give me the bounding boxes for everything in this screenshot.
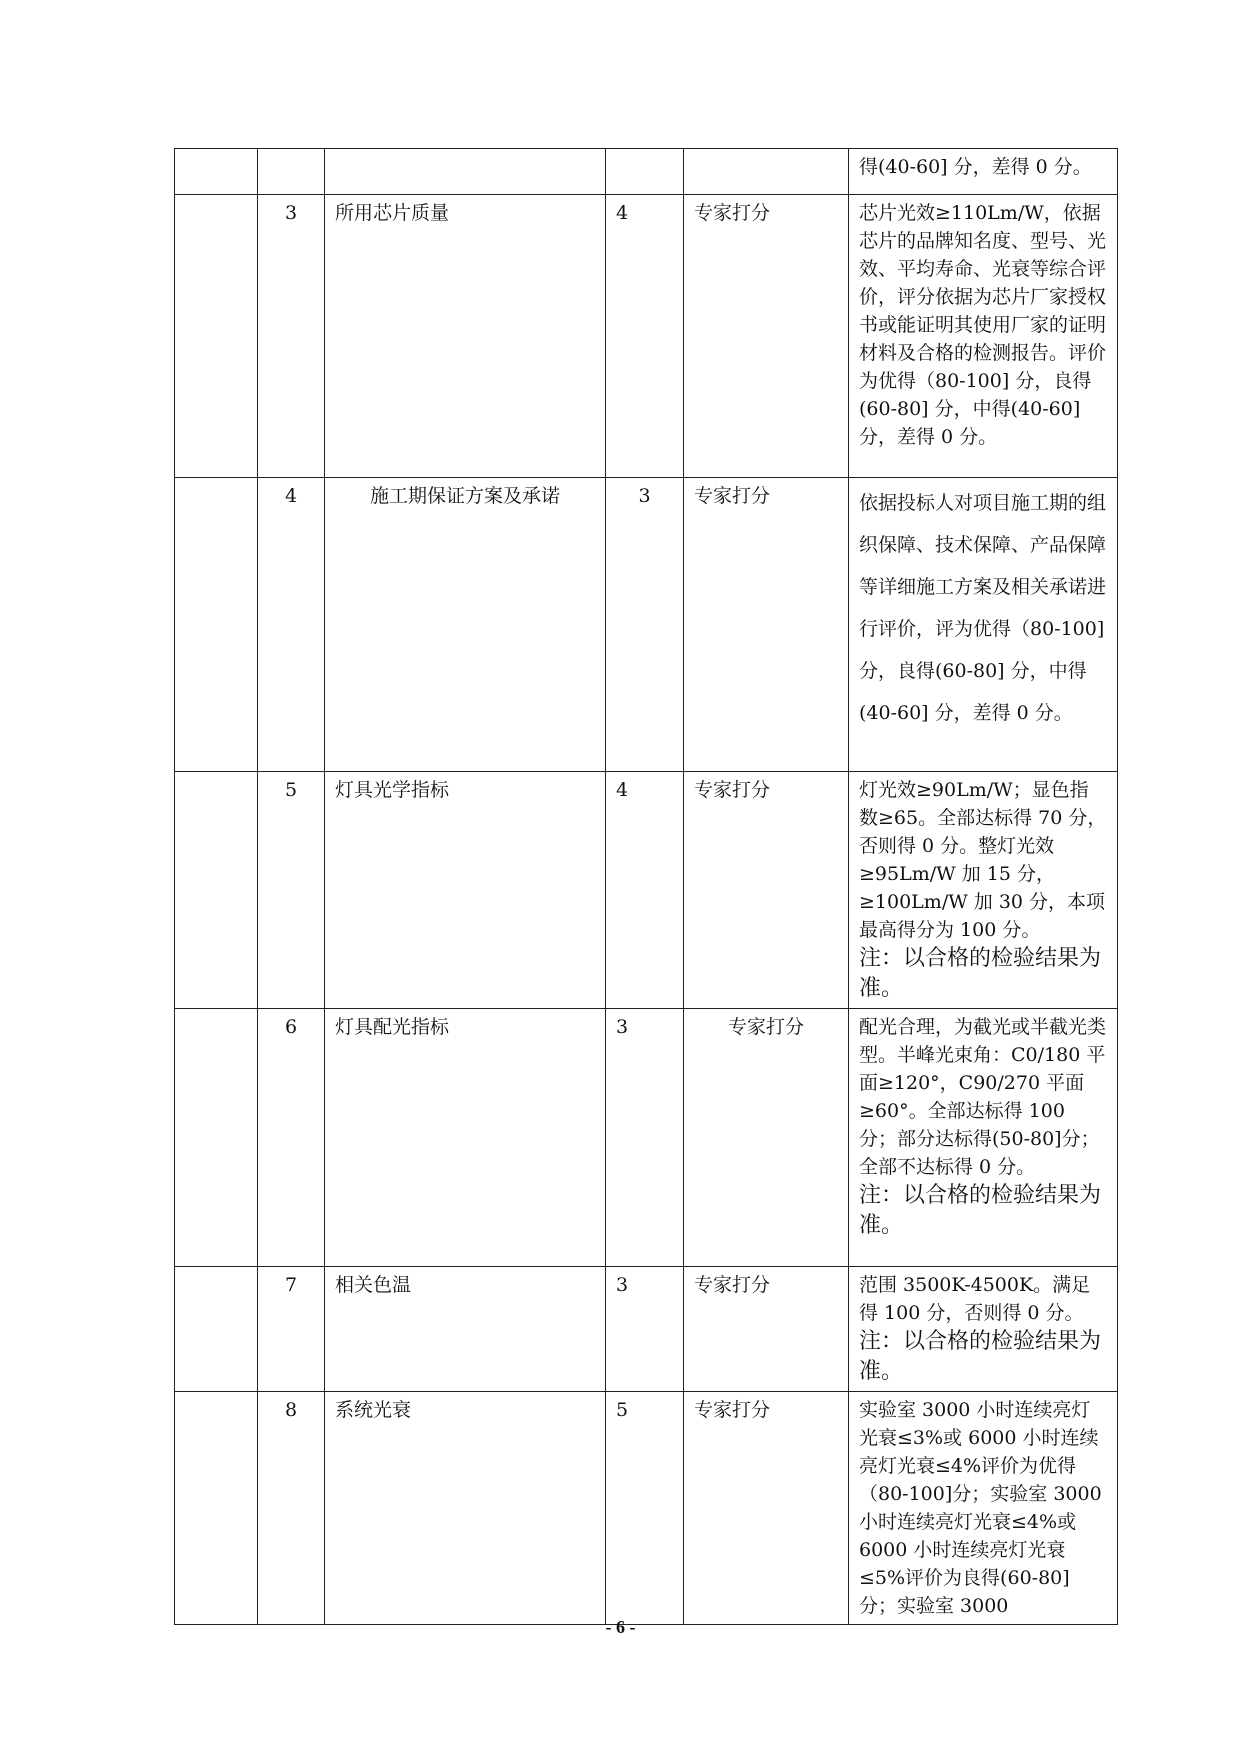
scoring-table	[174, 148, 1118, 1625]
table-row	[175, 1392, 1118, 1625]
criteria-note: 注：以合格的检验结果为准。	[859, 1183, 1102, 1238]
scoring-method: 专家打分	[684, 1267, 849, 1392]
item-weight: 4	[606, 772, 684, 1009]
table-row	[175, 1009, 1118, 1267]
scoring-method: 专家打分	[684, 195, 849, 478]
item-name: 系统光衰	[325, 1392, 606, 1625]
row-number: 3	[258, 195, 325, 478]
row-number	[258, 149, 325, 195]
scoring-method: 专家打分	[684, 1009, 849, 1267]
criteria-text: 依据投标人对项目施工期的组织保障、技术保障、产品保障等详细施工方案及相关承诺进行评价，评为优得（80-100]分，良得(60-80] 分，中得(40-60] 分，差得 0 分。	[849, 478, 1118, 772]
scoring-method	[684, 149, 849, 195]
page-number: - 6 -	[605, 1617, 636, 1637]
row-number: 6	[258, 1009, 325, 1267]
table-row	[175, 149, 1118, 195]
blank-cell	[175, 772, 258, 1009]
item-weight: 3	[606, 478, 684, 772]
item-weight: 3	[606, 1009, 684, 1267]
scoring-method: 专家打分	[684, 1392, 849, 1625]
item-name: 相关色温	[325, 1267, 606, 1392]
item-weight: 5	[606, 1392, 684, 1625]
row-number: 8	[258, 1392, 325, 1625]
criteria-cell	[849, 1267, 1118, 1392]
item-name: 灯具配光指标	[325, 1009, 606, 1267]
criteria-note: 注：以合格的检验结果为准。	[859, 1329, 1102, 1384]
item-weight: 4	[606, 195, 684, 478]
item-weight	[606, 149, 684, 195]
criteria-text: 范围 3500K-4500K。满足得 100 分，否则得 0 分。	[859, 1274, 1091, 1324]
blank-cell	[175, 1267, 258, 1392]
table-row	[175, 478, 1118, 772]
criteria-cell	[849, 772, 1118, 1009]
item-name	[325, 149, 606, 195]
blank-cell	[175, 1009, 258, 1267]
row-number: 4	[258, 478, 325, 772]
scoring-method: 专家打分	[684, 478, 849, 772]
row-number: 5	[258, 772, 325, 1009]
item-name: 所用芯片质量	[325, 195, 606, 478]
item-name: 灯具光学指标	[325, 772, 606, 1009]
scoring-method: 专家打分	[684, 772, 849, 1009]
criteria-text: 灯光效≥90Lm/W；显色指数≥65。全部达标得 70 分，否则得 0 分。整灯光效≥95Lm/W 加 15 分，≥100Lm/W 加 30 分，本项最高得分为 100 分。	[859, 779, 1107, 941]
criteria-text: 芯片光效≥110Lm/W，依据芯片的品牌知名度、型号、光效、平均寿命、光衰等综合评价，评分依据为芯片厂家授权书或能证明其使用厂家的证明材料及合格的检测报告。评价为优得（80-100] 分，良得(60-80] 分，中得(40-60] 分，差得 0 分。	[849, 195, 1118, 478]
table-row	[175, 1267, 1118, 1392]
item-name: 施工期保证方案及承诺	[325, 478, 606, 772]
row-number: 7	[258, 1267, 325, 1392]
criteria-text: 得(40-60] 分，差得 0 分。	[849, 149, 1118, 195]
blank-cell	[175, 149, 258, 195]
table-row	[175, 195, 1118, 478]
criteria-note: 注：以合格的检验结果为准。	[859, 946, 1102, 1001]
criteria-text: 实验室 3000 小时连续亮灯光衰≤3%或 6000 小时连续亮灯光衰≤4%评价为优得（80-100]分；实验室 3000 小时连续亮灯光衰≤4%或 6000 小时连续亮灯光衰≤5%评价为良得(60-80]分；实验室 3000	[849, 1392, 1118, 1625]
item-weight: 3	[606, 1267, 684, 1392]
criteria-text: 配光合理，为截光或半截光类型。半峰光束角：C0/180 平面≥120°，C90/270 平面≥60°。全部达标得 100 分；部分达标得(50-80]分；全部不达标得 0 分。	[859, 1016, 1107, 1178]
blank-cell	[175, 1392, 258, 1625]
criteria-cell	[849, 1009, 1118, 1267]
blank-cell	[175, 195, 258, 478]
table-row	[175, 772, 1118, 1009]
blank-cell	[175, 478, 258, 772]
